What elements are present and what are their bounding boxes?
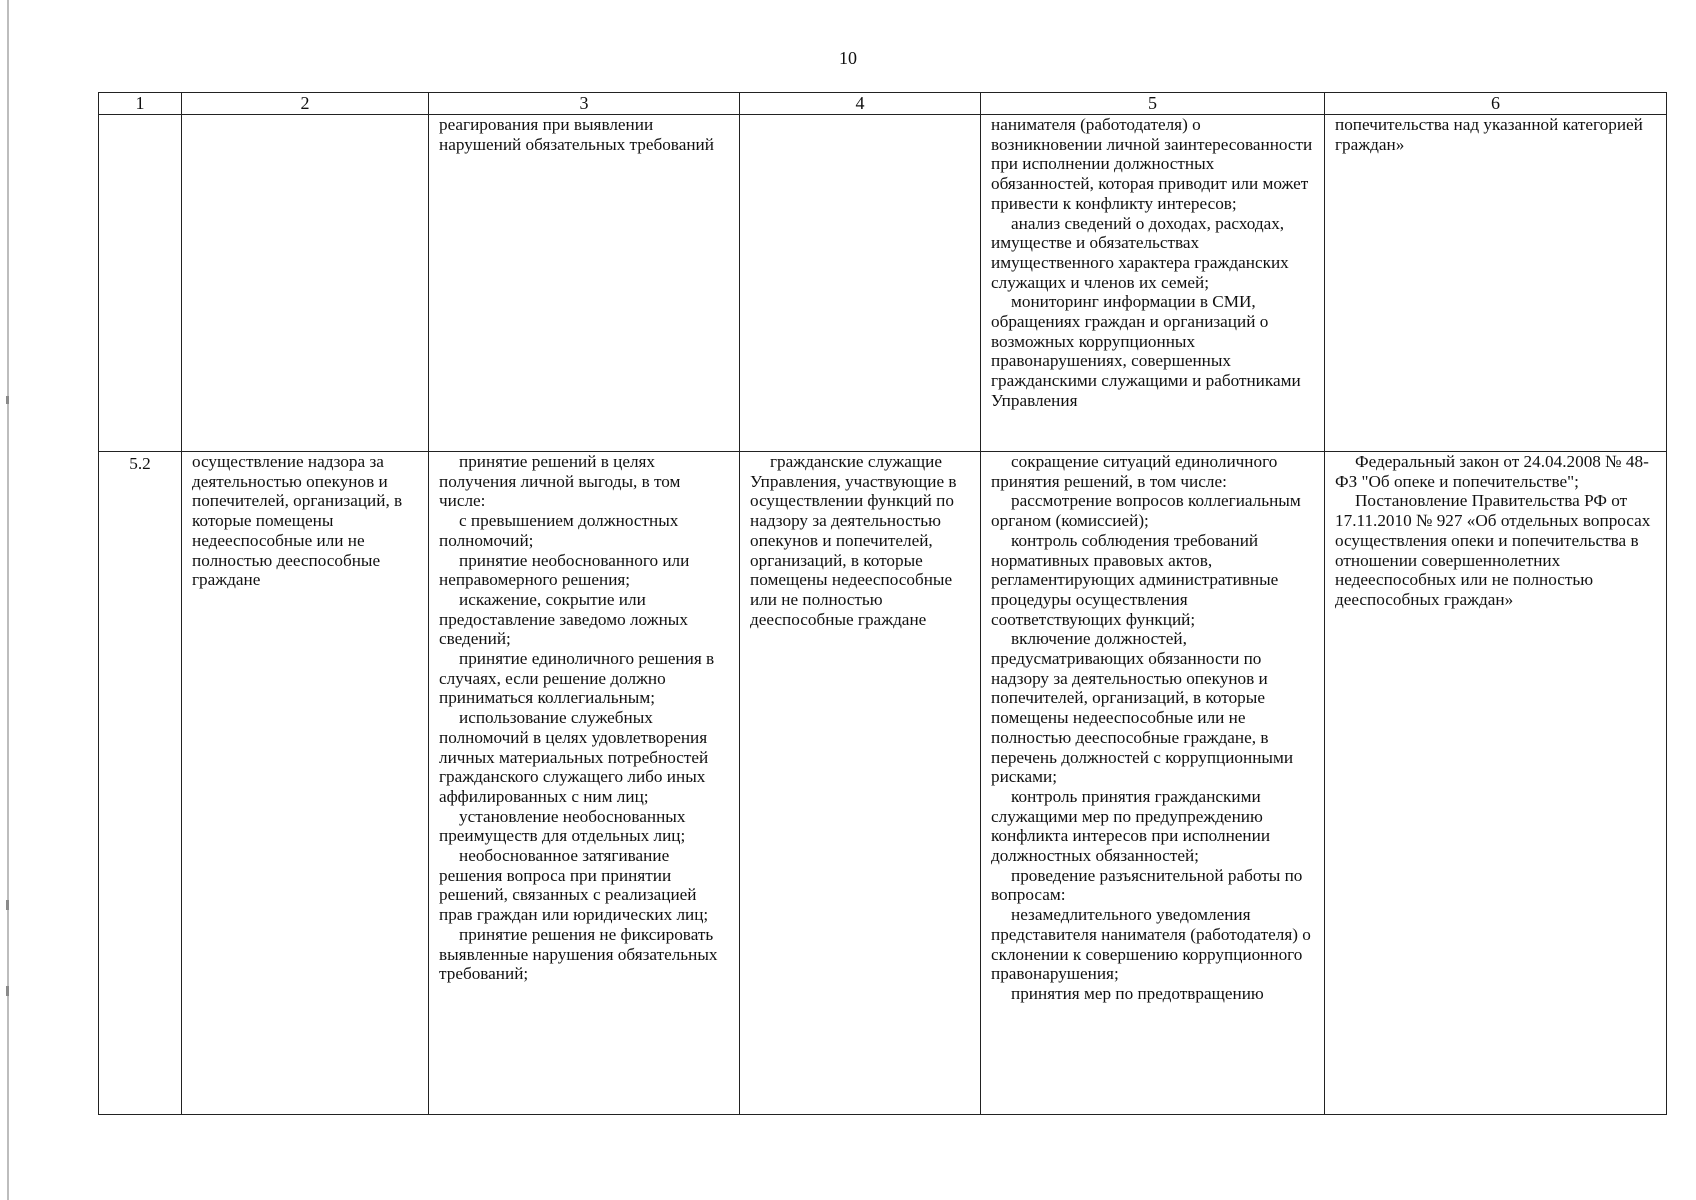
cell-paragraph: контроль соблюдения требований нормативных правовых актов, регламентирующих административные процедуры осуществления соответствующих функций;	[991, 530, 1279, 629]
header-cell: 4	[740, 93, 981, 115]
cell-paragraph: сокращение ситуаций единоличного принятия решений, в том числе:	[991, 452, 1278, 491]
cell-paragraph: мониторинг информации в СМИ, обращениях граждан и организаций о возможных коррупционных правонарушениях, совершенных гражданскими служащими и работниками Управления	[991, 292, 1301, 410]
table-cell	[981, 115, 1325, 452]
measures-table	[98, 92, 1667, 1115]
cell-paragraph: Федеральный закон от 24.04.2008 № 48-ФЗ "Об опеке и попечительстве";	[1335, 452, 1649, 491]
table-row	[99, 115, 1667, 452]
scan-mark	[6, 986, 9, 996]
cell-paragraph: осуществление надзора за деятельностью опекунов и попечителей, организаций, в которые помещены недееспособные или не полностью дееспособные граждане	[192, 452, 403, 590]
page-number: 10	[839, 48, 857, 68]
table-cell	[99, 115, 182, 452]
scan-mark	[6, 900, 9, 910]
cell-paragraph: контроль принятия гражданскими служащими мер по предупреждению конфликта интересов при исполнении должностных обязанностей;	[991, 786, 1271, 866]
table-cell	[182, 452, 429, 1115]
cell-paragraph: включение должностей, предусматривающих обязанности по надзору за деятельностью опекунов и попечителей, организаций, в которые помещены недееспособные или не полностью дееспособные граждане, в перечень должностей с коррупционными рисками;	[991, 629, 1294, 787]
cell-paragraph: анализ сведений о доходах, расходах, имуществе и обязательствах имущественного характера гражданских служащих и членов их семей;	[991, 213, 1289, 292]
scan-mark	[6, 396, 9, 404]
cell-paragraph: гражданские служащие Управления, участвующие в осуществлении функций по надзору за деятельностью опекунов и попечителей, организаций, в которые помещены недееспособные или не полностью дееспособные граждане	[750, 452, 957, 629]
cell-paragraph: принятие решения не фиксировать выявленные нарушения обязательных требований;	[439, 924, 718, 984]
cell-paragraph: попечительства над указанной категорией граждан»	[1335, 115, 1643, 154]
cell-paragraph: принятие единоличного решения в случаях, если решение должно приниматься коллегиальным;	[439, 649, 715, 708]
table-cell	[740, 452, 981, 1115]
cell-paragraph: необоснованное затягивание решения вопроса при принятии решений, связанных с реализацией прав граждан или юридических лиц;	[439, 846, 709, 925]
header-row	[99, 93, 1667, 115]
header-cell: 3	[429, 93, 740, 115]
cell-paragraph: установление необоснованных преимуществ для отдельных лиц;	[439, 806, 686, 846]
table-cell	[182, 115, 429, 452]
header-cell: 2	[182, 93, 429, 115]
header-cell: 6	[1325, 93, 1667, 115]
table-cell	[429, 115, 740, 452]
table-cell	[1325, 452, 1667, 1115]
cell-paragraph: реагирования при выявлении нарушений обязательных требований	[439, 115, 714, 154]
cell-paragraph: рассмотрение вопросов коллегиальным органом (комиссией);	[991, 491, 1301, 531]
cell-paragraph: искажение, сокрытие или предоставление заведомо ложных сведений;	[439, 589, 688, 649]
cell-paragraph: принятия мер по предотвращению	[1011, 983, 1264, 1003]
header-cell: 5	[981, 93, 1325, 115]
table-row	[99, 452, 1667, 1115]
cell-paragraph: незамедлительного уведомления представителя нанимателя (работодателя) о склонении к совершению коррупционного правонарушения;	[991, 905, 1311, 984]
table-cell	[1325, 115, 1667, 452]
table-cell	[429, 452, 740, 1115]
cell-paragraph: проведение разъяснительной работы по вопросам:	[991, 865, 1303, 905]
cell-paragraph: принятие необоснованного или неправомерного решения;	[439, 550, 690, 590]
cell-paragraph: Постановление Правительства РФ от 17.11.2010 № 927 «Об отдельных вопросах осуществления опеки и попечительства в отношении совершеннолетних недееспособных или не полностью дееспособных граждан»	[1335, 491, 1651, 609]
cell-paragraph: нанимателя (работодателя) о возникновении личной заинтересованности при исполнении должностных обязанностей, которая приводит или может привести к конфликту интересов;	[991, 115, 1313, 213]
scan-edge-line	[7, 0, 9, 1200]
row-number: 5.2	[99, 452, 182, 1115]
cell-paragraph: использование служебных полномочий в целях удовлетворения личных материальных потребностей гражданского служащего либо иных аффилированных с ним лиц;	[439, 708, 709, 806]
table-cell	[740, 115, 981, 452]
table-cell	[981, 452, 1325, 1115]
cell-paragraph: принятие решений в целях получения личной выгоды, в том числе:	[439, 452, 681, 511]
cell-paragraph: с превышением должностных полномочий;	[439, 511, 679, 550]
header-cell: 1	[99, 93, 182, 115]
